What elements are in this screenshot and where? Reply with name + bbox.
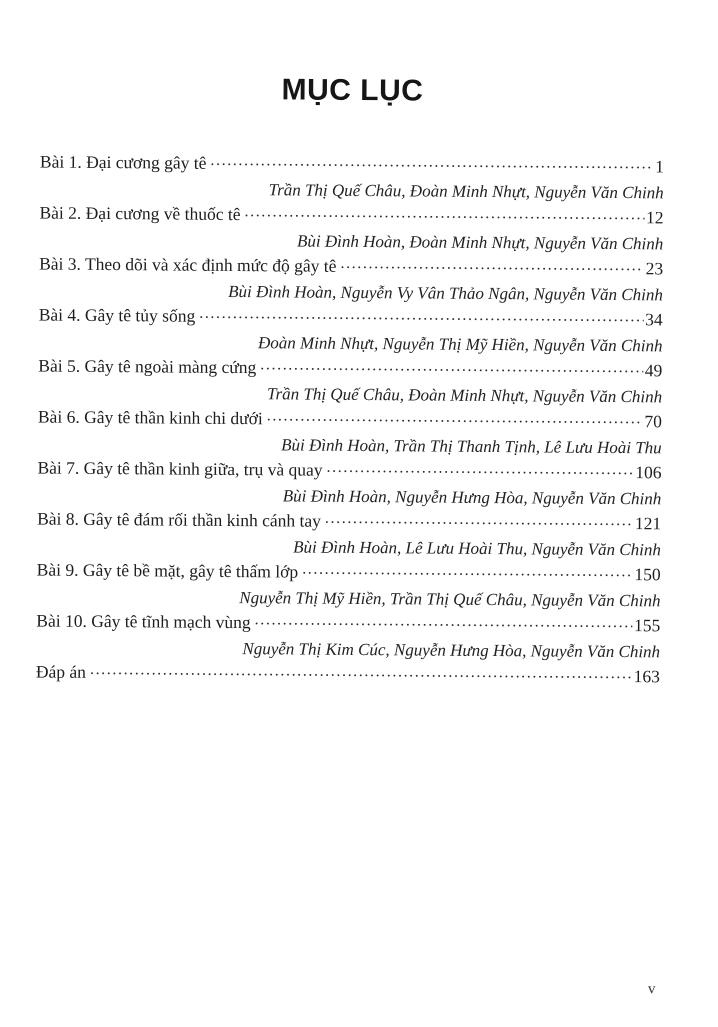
dot-leader <box>90 660 632 690</box>
folio-page-number: v <box>647 981 656 998</box>
toc-entry-title: Bài 4. Gây tê tủy sống <box>38 304 196 326</box>
toc-entry-authors: Bùi Đình Hoàn, Đoàn Minh Nhựt, Nguyễn Văn Chinh <box>296 231 664 253</box>
dot-leader <box>325 509 633 537</box>
toc-entry-row <box>39 251 663 281</box>
toc-entry-row <box>38 404 662 434</box>
toc-entry <box>36 659 660 689</box>
dot-leader <box>199 304 643 333</box>
dot-leader <box>260 355 643 384</box>
toc-entry <box>38 353 662 409</box>
dot-leader <box>267 406 643 434</box>
toc-entry-page-number: 155 <box>633 615 661 636</box>
toc-entry-authors: Trần Thị Quế Châu, Đoàn Minh Nhựt, Nguyễn Văn Chinh <box>266 383 663 406</box>
toc-entry <box>36 608 660 664</box>
toc-entry-row <box>38 353 662 383</box>
toc-entry <box>36 557 660 613</box>
toc-entry-authors: Bùi Đình Hoàn, Nguyễn Vy Vân Thảo Ngân, Nguyễn Văn Chinh <box>228 281 663 304</box>
toc-entry <box>37 506 661 562</box>
toc-entry-row <box>37 506 661 536</box>
toc-entry-row <box>39 302 663 332</box>
dot-leader <box>210 151 653 180</box>
toc-entry-title: Bài 3. Theo dõi và xác định mức độ gây tê <box>39 253 337 276</box>
dot-leader <box>244 202 644 231</box>
toc-entry-authors: Nguyễn Thị Kim Cúc, Nguyễn Hưng Hòa, Nguyễn Văn Chinh <box>242 638 661 661</box>
page-title: MỤC LỤC <box>281 73 424 108</box>
toc-entry <box>39 251 663 307</box>
toc-entry-title: Bài 5. Gây tê ngoài màng cứng <box>38 355 257 378</box>
dot-leader <box>302 560 632 588</box>
toc-entry-authors: Bùi Đình Hoàn, Lê Lưu Hoài Thu, Nguyễn Văn Chinh <box>293 536 661 559</box>
toc-entry-row <box>39 200 663 230</box>
dot-leader <box>255 610 633 638</box>
toc-entry-authors: Trần Thị Quế Châu, Đoàn Minh Nhựt, Nguyễn Văn Chinh <box>268 179 664 202</box>
toc-entry-authors: Bùi Đình Hoàn, Nguyễn Hưng Hòa, Nguyễn Văn Chinh <box>282 485 662 508</box>
toc-entry-title: Đáp án <box>35 661 87 682</box>
toc-entry-row <box>40 149 664 179</box>
toc-entry-row <box>36 608 660 638</box>
toc-entry-page-number: 121 <box>634 513 662 534</box>
toc-entry-title: Bài 8. Gây tê đám rối thần kinh cánh tay <box>37 508 322 531</box>
toc-entry-authors: Đoàn Minh Nhựt, Nguyễn Thị Mỹ Hiền, Nguyễn Văn Chinh <box>257 332 663 355</box>
toc-entry-title: Bài 7. Gây tê thần kinh giữa, trụ và quay <box>37 457 323 480</box>
toc-entry <box>40 149 664 205</box>
toc-entry-page-number: 106 <box>635 462 662 483</box>
toc-entry <box>39 200 663 256</box>
toc-entry-title: Bài 10. Gây tê tĩnh mạch vùng <box>36 610 251 633</box>
toc-entry <box>38 404 662 460</box>
toc-entry-authors: Bùi Đình Hoàn, Trần Thị Thanh Tịnh, Lê Lưu Hoài Thu <box>281 434 662 457</box>
toc-entry <box>38 302 662 358</box>
toc-entry-authors: Nguyễn Thị Mỹ Hiền, Trần Thị Quế Châu, Nguyễn Văn Chinh <box>239 587 661 610</box>
dot-leader <box>326 458 633 486</box>
toc-entry-row <box>36 659 660 689</box>
toc-entry-title: Bài 6. Gây tê thần kinh chi dưới <box>37 406 263 429</box>
toc-entry-title: Bài 1. Đại cương gây tê <box>39 151 207 173</box>
toc-entry-page-number: 34 <box>645 309 663 330</box>
toc-entry-page-number: 163 <box>633 666 660 687</box>
toc-entry-title: Bài 9. Gây tê bề mặt, gây tê thấm lớp <box>36 559 299 582</box>
dot-leader <box>340 254 643 282</box>
toc-entry-page-number: 49 <box>644 360 663 381</box>
toc-entry-page-number: 23 <box>645 258 664 279</box>
toc-entry-page-number: 12 <box>645 207 664 228</box>
toc-entry-page-number: 150 <box>634 564 661 585</box>
toc-entry-row <box>37 455 661 485</box>
toc-entry-row <box>37 557 661 587</box>
toc-entry-title: Bài 2. Đại cương về thuốc tê <box>39 202 241 225</box>
toc-entry-page-number: 70 <box>644 411 662 432</box>
toc-list <box>36 149 664 689</box>
toc-entry-page-number: 1 <box>655 156 664 177</box>
toc-entry <box>37 455 661 511</box>
